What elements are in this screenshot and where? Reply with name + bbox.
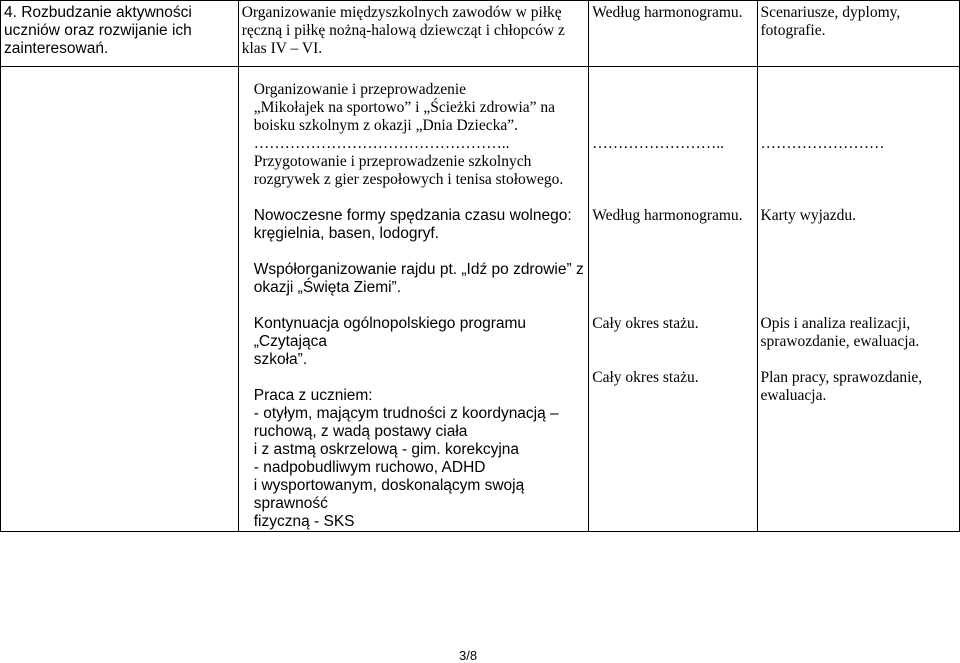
task-cell xyxy=(238,67,589,532)
term-block xyxy=(592,369,753,387)
evidence-text: Opis i analiza realizacji, sprawozdanie, ewaluacja. xyxy=(760,315,920,350)
area-cell xyxy=(1,1,239,67)
task-line: Praca z uczniem: xyxy=(253,387,373,404)
task-block-rally xyxy=(254,261,586,297)
task-line: Nowoczesne formy spędzania czasu wolnego: xyxy=(253,207,572,224)
term-block xyxy=(592,261,753,297)
task-line: okazji „Święta Ziemi”. xyxy=(253,279,402,296)
evidence-block xyxy=(761,207,957,243)
task-line: i wysportowanym, doskonalącym swoją sprawność xyxy=(253,477,529,512)
task-line: rozgrywek z gier zespołowych i tenisa stołowego. xyxy=(253,171,564,188)
task-line: Współorganizowanie rajdu pt. „Idź po zdrowie” z xyxy=(253,261,584,278)
table-row xyxy=(1,1,960,67)
area-cell-empty xyxy=(1,67,239,532)
term-text: Cały okres stażu. xyxy=(592,315,699,332)
task-block-mikolajki xyxy=(254,81,586,189)
task-line: ruchową, z wadą postawy ciała xyxy=(253,423,468,440)
task-line: - nadpobudliwym ruchowo, ADHD xyxy=(253,459,486,476)
task-line: „Mikołajek na sportowo” i „Ścieżki zdrowia” na xyxy=(253,99,556,116)
task-line: Przygotowanie i przeprowadzenie szkolnych xyxy=(253,153,532,170)
evidence-block xyxy=(761,315,957,351)
term-text: Cały okres stażu. xyxy=(592,369,699,386)
term-block xyxy=(592,207,753,243)
evidence-cell xyxy=(757,1,960,67)
evidence-block xyxy=(761,81,957,189)
page-number: 3/8 xyxy=(459,648,478,663)
term-block xyxy=(592,81,753,189)
task-line: kręgielnia, basen, lodogryf. xyxy=(253,225,439,242)
task-cell xyxy=(238,1,589,67)
area-text: 4. Rozbudzanie aktywności uczniów oraz rozwijanie ich zainteresowań. xyxy=(4,4,192,57)
term-text: …………………….. xyxy=(592,135,725,152)
evidence-block xyxy=(761,261,957,297)
task-line: - otyłym, mającym trudności z koordynacją – xyxy=(253,405,559,422)
term-text: Według harmonogramu. xyxy=(592,207,743,224)
term-cell xyxy=(589,67,757,532)
evidence-text: …………………… xyxy=(760,135,885,152)
evidence-text: Karty wyjazdu. xyxy=(760,207,857,224)
task-line: ………………………………………….. xyxy=(253,135,510,152)
task-line: boisku szkolnym z okazji „Dnia Dziecka”. xyxy=(253,117,519,134)
evidence-text: Scenariusze, dyplomy, fotografie. xyxy=(760,4,901,39)
task-text: Organizowanie międzyszkolnych zawodów w piłkę ręczną i piłkę nożną-halową dziewcząt i chłopców z klas IV – VI. xyxy=(241,4,565,57)
evidence-block xyxy=(761,369,957,405)
evidence-cell xyxy=(757,67,960,532)
evidence-text: Plan pracy, sprawozdanie, ewaluacja. xyxy=(760,369,927,404)
task-line: fizyczną - SKS xyxy=(253,513,355,530)
task-line: Organizowanie i przeprowadzenie xyxy=(253,81,467,98)
task-line: Kontynuacja ogólnopolskiego programu „Czytająca xyxy=(253,315,531,350)
task-line: szkoła”. xyxy=(253,351,308,368)
task-line: i z astmą oskrzelową - gim. korekcyjna xyxy=(253,441,520,458)
term-text: Według harmonogramu. xyxy=(592,4,743,21)
term-cell xyxy=(589,1,757,67)
table-row xyxy=(1,67,960,532)
task-block-student-work xyxy=(254,387,586,531)
task-block-free-time xyxy=(254,207,586,243)
task-block-reading xyxy=(254,315,586,369)
term-block xyxy=(592,315,753,351)
